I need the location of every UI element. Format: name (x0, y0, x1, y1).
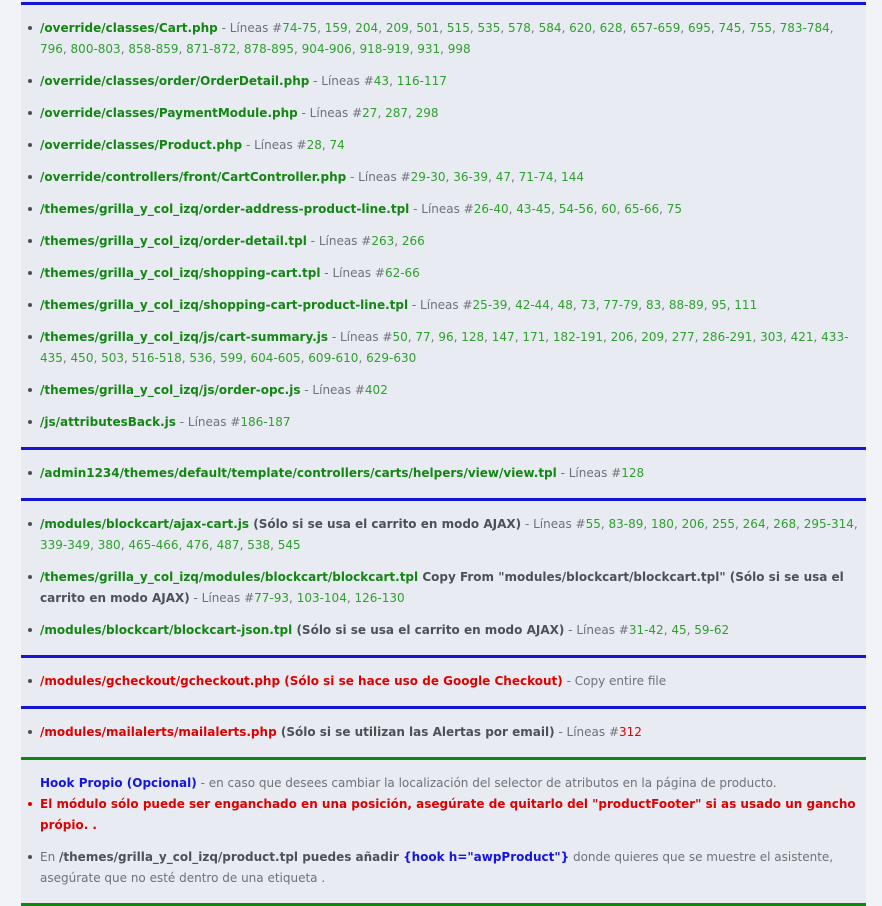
line-number: 116-117 (396, 74, 447, 88)
separator: , (765, 517, 774, 531)
list-item (26, 567, 860, 609)
bullet-icon (28, 730, 32, 734)
lines-label: - Líneas # (521, 517, 586, 531)
separator: , (703, 298, 712, 312)
separator: , (741, 21, 750, 35)
line-number: 206 (610, 330, 634, 344)
line-numbers (240, 415, 290, 429)
separator: , (616, 202, 625, 216)
line-number: 47 (495, 170, 511, 184)
lines-label: - Líneas # (320, 266, 385, 280)
separator: , (680, 21, 688, 35)
separator: , (209, 538, 217, 552)
separator: , (514, 330, 523, 344)
line-number: 402 (364, 383, 388, 397)
lines-label: - Líneas # (306, 234, 372, 248)
separator: , (178, 42, 187, 56)
lines-label: - Líneas # (189, 591, 255, 605)
hook-title: Hook Propio (Opcional) (40, 776, 197, 790)
line-number: 25-39 (472, 298, 508, 312)
lines-label: - Líneas # (564, 623, 629, 637)
line-numbers (385, 266, 420, 280)
file-path: /themes/grilla_y_col_izq/js/cart-summary.js (40, 330, 329, 344)
file-path: /themes/grilla_y_col_izq/modules/blockcart/blockcart.tpl (40, 570, 419, 584)
line-numbers (411, 170, 584, 184)
separator: , (508, 202, 517, 216)
line-number: 421 (790, 330, 814, 344)
bullet-icon (28, 335, 32, 339)
separator: , (796, 517, 804, 531)
line-number: 77 (415, 330, 431, 344)
line-number: 629-630 (366, 351, 417, 365)
line-number: 599 (219, 351, 243, 365)
line-number: 657-659 (630, 21, 681, 35)
lines-label: - Líneas # (300, 383, 365, 397)
separator: , (294, 42, 302, 56)
line-number: 31-42 (628, 623, 664, 637)
line-number: 95 (711, 298, 727, 312)
file-path: /override/classes/PaymentModule.php (40, 106, 298, 120)
separator: , (829, 21, 834, 35)
bullet-icon (28, 239, 32, 243)
section (21, 760, 866, 903)
separator: , (551, 202, 559, 216)
line-numbers (307, 138, 345, 152)
line-number: 126-130 (354, 591, 405, 605)
file-path: /override/classes/Cart.php (40, 21, 218, 35)
line-number: 255 (712, 517, 736, 531)
separator: , (530, 21, 539, 35)
line-number: 578 (508, 21, 531, 35)
separator: , (120, 42, 129, 56)
line-number: 26-40 (473, 202, 509, 216)
separator: , (377, 106, 386, 120)
bullet-icon (28, 628, 32, 632)
line-number: 74-75 (282, 21, 318, 35)
line-number: 904-906 (301, 42, 352, 56)
line-number: 878-895 (243, 42, 295, 56)
line-number: 180 (651, 517, 674, 531)
line-number: 36-39 (453, 170, 489, 184)
instruction-suffix: donde quieres que se muestre el asistente, asegúrate que no esté dentro de una etiqueta . (40, 850, 834, 885)
lines-label: - Líneas # (409, 202, 474, 216)
list-item (26, 722, 860, 743)
line-number: 204 (355, 21, 379, 35)
condition-note: (Sólo si se usa el carrito en modo AJAX) (292, 623, 565, 637)
section (21, 501, 866, 655)
line-numbers (254, 591, 404, 605)
separator: , (686, 623, 695, 637)
line-number: 604-605 (250, 351, 301, 365)
line-number: 186-187 (240, 415, 291, 429)
line-number: 380 (97, 538, 121, 552)
line-number: 277 (671, 330, 695, 344)
line-numbers (629, 623, 729, 637)
separator: , (440, 42, 448, 56)
line-number: 287 (385, 106, 408, 120)
line-number: 695 (687, 21, 711, 35)
line-numbers (371, 234, 424, 248)
line-number: 171 (522, 330, 546, 344)
line-number: 538 (247, 538, 271, 552)
line-number: 268 (773, 517, 797, 531)
separator: , (351, 42, 360, 56)
bullet-icon (28, 420, 32, 424)
line-number: 620 (569, 21, 593, 35)
line-number: 931 (417, 42, 441, 56)
condition-note: (Sólo si se hace uso de Google Checkout) (280, 674, 563, 688)
line-number: 65-66 (624, 202, 660, 216)
separator: , (771, 21, 780, 35)
bullet-icon (28, 207, 32, 211)
separator: , (394, 234, 402, 248)
separator: , (661, 298, 669, 312)
file-path: /modules/blockcart/ajax-cart.js (40, 517, 250, 531)
separator: , (453, 330, 462, 344)
list-item (26, 671, 860, 692)
line-number: 918-919 (359, 42, 410, 56)
bullet-icon (28, 271, 32, 275)
separator: , (445, 170, 454, 184)
list-item (26, 263, 860, 284)
list-item (26, 514, 860, 556)
line-number: 584 (538, 21, 562, 35)
separator: , (659, 202, 667, 216)
separator: , (178, 538, 187, 552)
line-number: 209 (385, 21, 409, 35)
bullet-icon (28, 26, 32, 30)
line-number: 609-610 (308, 351, 359, 365)
hook-description: - en caso que desees cambiar la localización del selector de atributos en la página de producto. (196, 776, 777, 790)
section (21, 5, 866, 447)
bullet-icon (28, 802, 32, 806)
separator: , (389, 74, 397, 88)
file-path: /override/controllers/front/CartController.php (40, 170, 347, 184)
bullet-icon (28, 143, 32, 147)
section (21, 658, 866, 706)
line-number: 43-45 (516, 202, 552, 216)
bullet-icon (28, 855, 32, 859)
separator: , (633, 330, 642, 344)
line-number: 128 (461, 330, 485, 344)
line-number: 465-466 (128, 538, 179, 552)
line-number: 476 (186, 538, 210, 552)
separator: , (347, 21, 356, 35)
line-number: 433-435 (40, 330, 849, 365)
separator: , (439, 21, 447, 35)
line-number: 29-30 (410, 170, 446, 184)
lines-label: - Líneas # (556, 466, 622, 480)
condition-note: Copy From "modules/blockcart/blockcart.tpl" (Sólo si se usa el carrito en modo AJAX) (40, 570, 844, 605)
line-number: 858-859 (128, 42, 179, 56)
file-path: /admin1234/themes/default/template/controllers/carts/helpers/view/view.tpl (40, 466, 557, 480)
bullet-icon (28, 111, 32, 115)
line-number: 42-44 (515, 298, 550, 312)
separator: , (600, 517, 609, 531)
bullet-icon (28, 522, 32, 526)
separator: , (592, 21, 600, 35)
line-number: 503 (101, 351, 124, 365)
line-number: 96 (438, 330, 454, 344)
separator: , (408, 106, 416, 120)
separator: , (595, 298, 604, 312)
file-path: /themes/grilla_y_col_izq/shopping-cart-product-line.tpl (40, 298, 409, 312)
line-number: 71-74 (518, 170, 554, 184)
bullet-icon (28, 679, 32, 683)
separator: , (663, 623, 672, 637)
line-number: 83 (645, 298, 662, 312)
file-path: /themes/grilla_y_col_izq/js/order-opc.js (40, 383, 301, 397)
line-number: 43 (373, 74, 390, 88)
separator: , (120, 538, 129, 552)
separator: , (300, 351, 309, 365)
separator: , (638, 298, 646, 312)
lines-label: - Líneas # (217, 21, 283, 35)
line-number: 312 (619, 725, 642, 739)
separator: , (549, 298, 558, 312)
line-number: 74 (329, 138, 345, 152)
lines-label: - Líneas # (175, 415, 241, 429)
separator: , (62, 42, 71, 56)
separator: , (510, 170, 519, 184)
list-item (26, 295, 860, 316)
section (21, 709, 866, 757)
warning-item (26, 794, 860, 836)
line-number: 295-314 (803, 517, 854, 531)
bullet-icon (28, 79, 32, 83)
hook-instruction-item (26, 847, 860, 889)
line-number: 266 (401, 234, 425, 248)
line-number: 515 (446, 21, 470, 35)
copy-note: - Copy entire file (562, 674, 667, 688)
separator: , (90, 538, 98, 552)
line-number: 62-66 (384, 266, 420, 280)
separator: , (270, 538, 278, 552)
line-number: 487 (216, 538, 240, 552)
separator: , (752, 330, 761, 344)
line-number: 501 (416, 21, 440, 35)
bullet-icon (28, 388, 32, 392)
lines-label: - Líneas # (346, 170, 411, 184)
list-item (26, 620, 860, 641)
separator: , (664, 330, 672, 344)
separator: , (408, 21, 417, 35)
separator: , (735, 517, 743, 531)
line-number: 536 (189, 351, 213, 365)
line-number: 28 (306, 138, 322, 152)
list-item (26, 71, 860, 92)
line-number: 73 (580, 298, 596, 312)
lines-label: - Líneas # (242, 138, 307, 152)
line-number: 998 (447, 42, 471, 56)
separator: , (409, 42, 418, 56)
line-numbers (619, 725, 642, 739)
hook-heading (26, 773, 860, 794)
separator: , (242, 351, 251, 365)
line-number: 103-104 (296, 591, 347, 605)
line-number: 206 (681, 517, 705, 531)
separator: , (853, 517, 858, 531)
line-number: 209 (641, 330, 665, 344)
line-number: 516-518 (131, 351, 182, 365)
separator: , (239, 538, 248, 552)
bullet-icon (28, 575, 32, 579)
separator: , (407, 330, 416, 344)
separator: , (93, 351, 102, 365)
separator: , (236, 42, 244, 56)
separator: , (321, 138, 330, 152)
file-path: /themes/grilla_y_col_izq/order-address-product-line.tpl (40, 202, 410, 216)
separator: , (500, 21, 509, 35)
line-number: 128 (621, 466, 645, 480)
separator: , (643, 517, 652, 531)
separator: , (813, 330, 822, 344)
line-number: 298 (415, 106, 439, 120)
file-path: /modules/mailalerts/mailalerts.php (40, 725, 277, 739)
line-number: 264 (742, 517, 766, 531)
line-number: 263 (371, 234, 395, 248)
line-number: 800-803 (70, 42, 121, 56)
list-item (26, 463, 860, 484)
line-number: 50 (392, 330, 408, 344)
line-numbers (362, 106, 438, 120)
list-item (26, 18, 860, 60)
list-item (26, 327, 860, 369)
lines-label: - Líneas # (297, 106, 363, 120)
line-number: 111 (734, 298, 758, 312)
line-number: 75 (666, 202, 683, 216)
condition-note: (Sólo si se utilizan las Alertas por email) (276, 725, 555, 739)
separator: , (507, 298, 516, 312)
warning-text: El módulo sólo puede ser enganchado en una posición, asegúrate de quitarlo del "productFooter" si as usado un gancho própio. . (40, 797, 856, 832)
list-item (26, 167, 860, 188)
line-number: 535 (477, 21, 501, 35)
condition-note: (Sólo si se usa el carrito en modo AJAX) (249, 517, 522, 531)
bullet-icon (28, 303, 32, 307)
separator: , (358, 351, 367, 365)
line-number: 83-89 (608, 517, 644, 531)
separator: , (710, 21, 719, 35)
separator: , (561, 21, 570, 35)
line-number: 182-191 (552, 330, 604, 344)
separator: , (289, 591, 297, 605)
lines-label: - Líneas # (328, 330, 393, 344)
list-item (26, 231, 860, 252)
separator: , (704, 517, 713, 531)
line-number: 59-62 (694, 623, 730, 637)
file-path: /themes/grilla_y_col_izq/product.tpl puedes añadir (59, 850, 404, 864)
separator: , (593, 202, 602, 216)
list-item (26, 199, 860, 220)
separator: , (469, 21, 478, 35)
line-numbers (473, 298, 758, 312)
line-number: 77-93 (254, 591, 290, 605)
separator: , (378, 21, 386, 35)
bullet-icon (28, 471, 32, 475)
content (21, 0, 866, 906)
line-number: 77-79 (603, 298, 639, 312)
file-path: /themes/grilla_y_col_izq/shopping-cart.tpl (40, 266, 321, 280)
list-item (26, 135, 860, 156)
line-number: 450 (70, 351, 94, 365)
bullet-icon (28, 175, 32, 179)
line-number: 628 (599, 21, 623, 35)
line-number: 45 (671, 623, 687, 637)
separator: , (212, 351, 220, 365)
file-path: /modules/blockcart/blockcart-json.tpl (40, 623, 293, 637)
list-item (26, 412, 860, 433)
line-number: 147 (491, 330, 515, 344)
line-number: 303 (760, 330, 783, 344)
separator: , (572, 298, 581, 312)
line-numbers (474, 202, 682, 216)
separator: , (346, 591, 355, 605)
separator: , (545, 330, 553, 344)
line-number: 796 (40, 42, 63, 56)
separator: , (553, 170, 562, 184)
instruction-prefix: En (40, 850, 60, 864)
line-numbers (365, 383, 388, 397)
line-number: 755 (749, 21, 772, 35)
file-path: /override/classes/order/OrderDetail.php (40, 74, 310, 88)
line-number: 159 (324, 21, 348, 35)
line-number: 286-291 (702, 330, 753, 344)
line-number: 54-56 (558, 202, 594, 216)
separator: , (622, 21, 631, 35)
line-number: 88-89 (668, 298, 704, 312)
list-item (26, 380, 860, 401)
line-number: 60 (601, 202, 617, 216)
separator: , (673, 517, 682, 531)
separator: , (124, 351, 132, 365)
line-number: 545 (277, 538, 301, 552)
separator: , (603, 330, 611, 344)
separator: , (782, 330, 791, 344)
lines-label: - Líneas # (554, 725, 620, 739)
line-number: 871-872 (186, 42, 237, 56)
line-number: 783-784 (779, 21, 830, 35)
separator: , (726, 298, 735, 312)
file-path: /js/attributesBack.js (40, 415, 176, 429)
lines-label: - Líneas # (309, 74, 374, 88)
line-number: 144 (561, 170, 585, 184)
lines-label: - Líneas # (408, 298, 473, 312)
separator: , (62, 351, 71, 365)
separator: , (694, 330, 703, 344)
line-numbers (621, 466, 644, 480)
file-path: /themes/grilla_y_col_izq/order-detail.tpl (40, 234, 307, 248)
separator: , (484, 330, 492, 344)
file-path: /modules/gcheckout/gcheckout.php (40, 674, 281, 688)
line-number: 745 (718, 21, 742, 35)
hook-token: {hook h="awpProduct"} (403, 850, 570, 864)
line-number: 48 (557, 298, 573, 312)
section (21, 450, 866, 498)
list-item (26, 103, 860, 124)
separator: , (430, 330, 439, 344)
line-number: 27 (362, 106, 378, 120)
separator: , (488, 170, 496, 184)
separator: , (181, 351, 190, 365)
separator: , (317, 21, 325, 35)
line-numbers (374, 74, 447, 88)
line-number: 55 (585, 517, 601, 531)
file-path: /override/classes/Product.php (40, 138, 243, 152)
line-number: 339-349 (40, 538, 91, 552)
